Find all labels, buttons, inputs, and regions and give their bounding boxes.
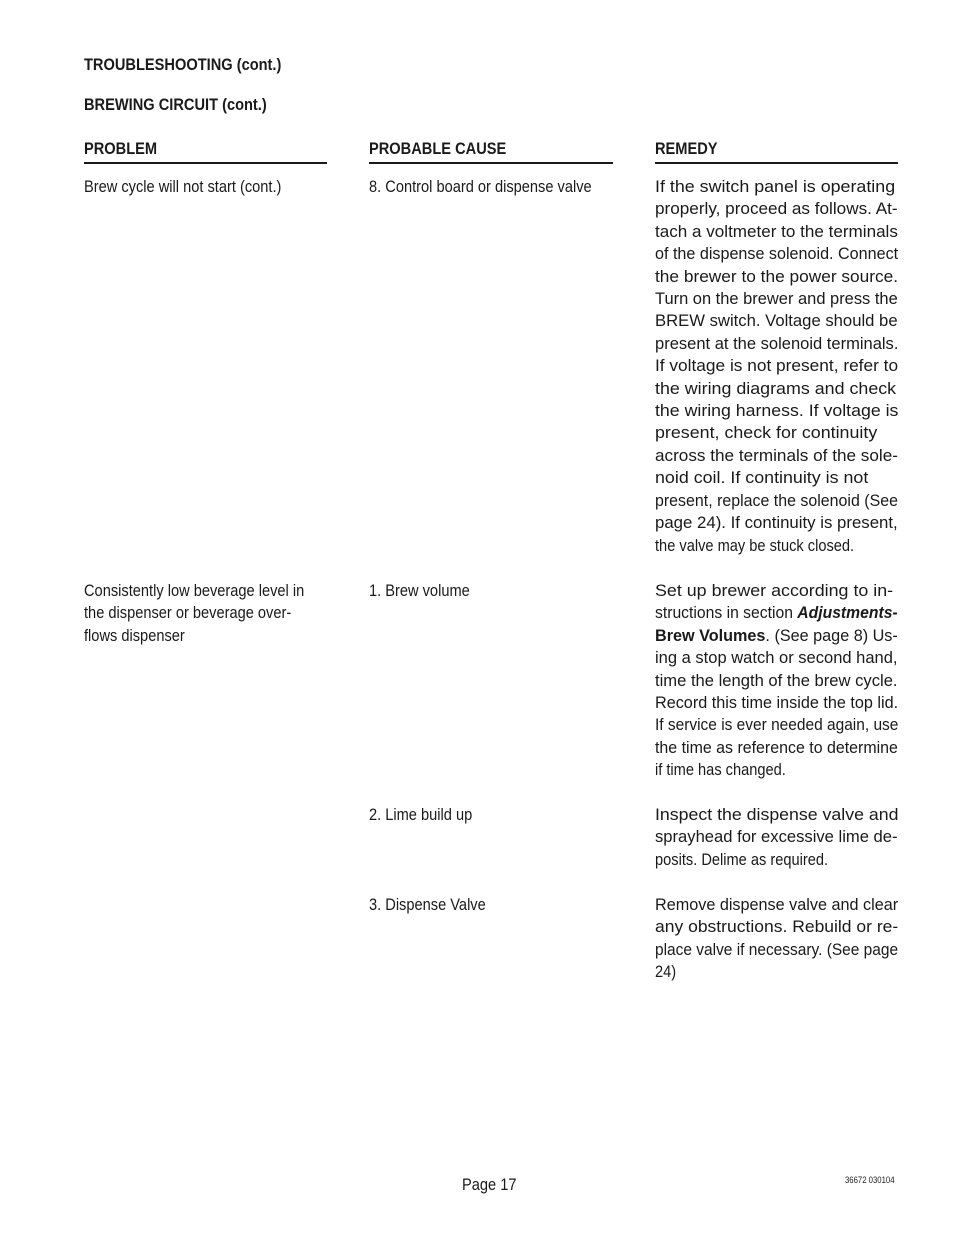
subsection-title: BREWING CIRCUIT (cont.) <box>84 95 267 114</box>
column-rule-remedy <box>655 162 898 164</box>
section-title: TROUBLESHOOTING (cont.) <box>84 55 282 74</box>
remedy-text: Inspect the dispense valve and sprayhead for excessive lime de- posits. Delime as required. <box>655 805 899 869</box>
column-rule-cause <box>369 162 613 164</box>
cause-text: 8. Control board or dispense valve <box>369 177 592 196</box>
column-header-remedy: REMEDY <box>655 139 718 158</box>
cause-text: 3. Dispense Valve <box>369 895 486 914</box>
remedy-text: Remove dispense valve and clear any obstructions. Rebuild or re- place valve if necessary. (See page 24) <box>655 895 899 982</box>
problem-text: Brew cycle will not start (cont.) <box>84 177 282 196</box>
remedy-text: Set up brewer according to in- structions in section Adjustments- Brew Volumes. (See page 8) Us- ing a stop watch or second hand, time the length of the brew cycle. Record this time inside the top lid. If service is ever needed again, use the time as reference to determine if time has changed. <box>655 581 899 780</box>
page-number: Page 17 <box>462 1175 517 1194</box>
document-code: 36672 030104 <box>845 1175 895 1185</box>
cause-text: 2. Lime build up <box>369 805 473 824</box>
problem-text: Consistently low beverage level in the dispenser or beverage over- flows dispenser <box>84 581 305 645</box>
cause-text: 1. Brew volume <box>369 581 470 600</box>
column-header-probable-cause: PROBABLE CAUSE <box>369 139 507 158</box>
column-rule-problem <box>84 162 327 164</box>
remedy-text: If the switch panel is operating properly, proceed as follows. At- tach a voltmeter to the terminals of the dispense solenoid. Connect the brewer to the power source. Turn on the brewer and press the BREW switch. Voltage should be present at the solenoid terminals. If voltage is not present, refer to the wiring diagrams and check the wiring harness. If voltage is present, check for continuity across the terminals of the sole- noid coil. If continuity is not present, replace the solenoid (See page 24). If continuity is present, the valve may be stuck closed. <box>655 177 899 555</box>
column-header-problem: PROBLEM <box>84 139 158 158</box>
